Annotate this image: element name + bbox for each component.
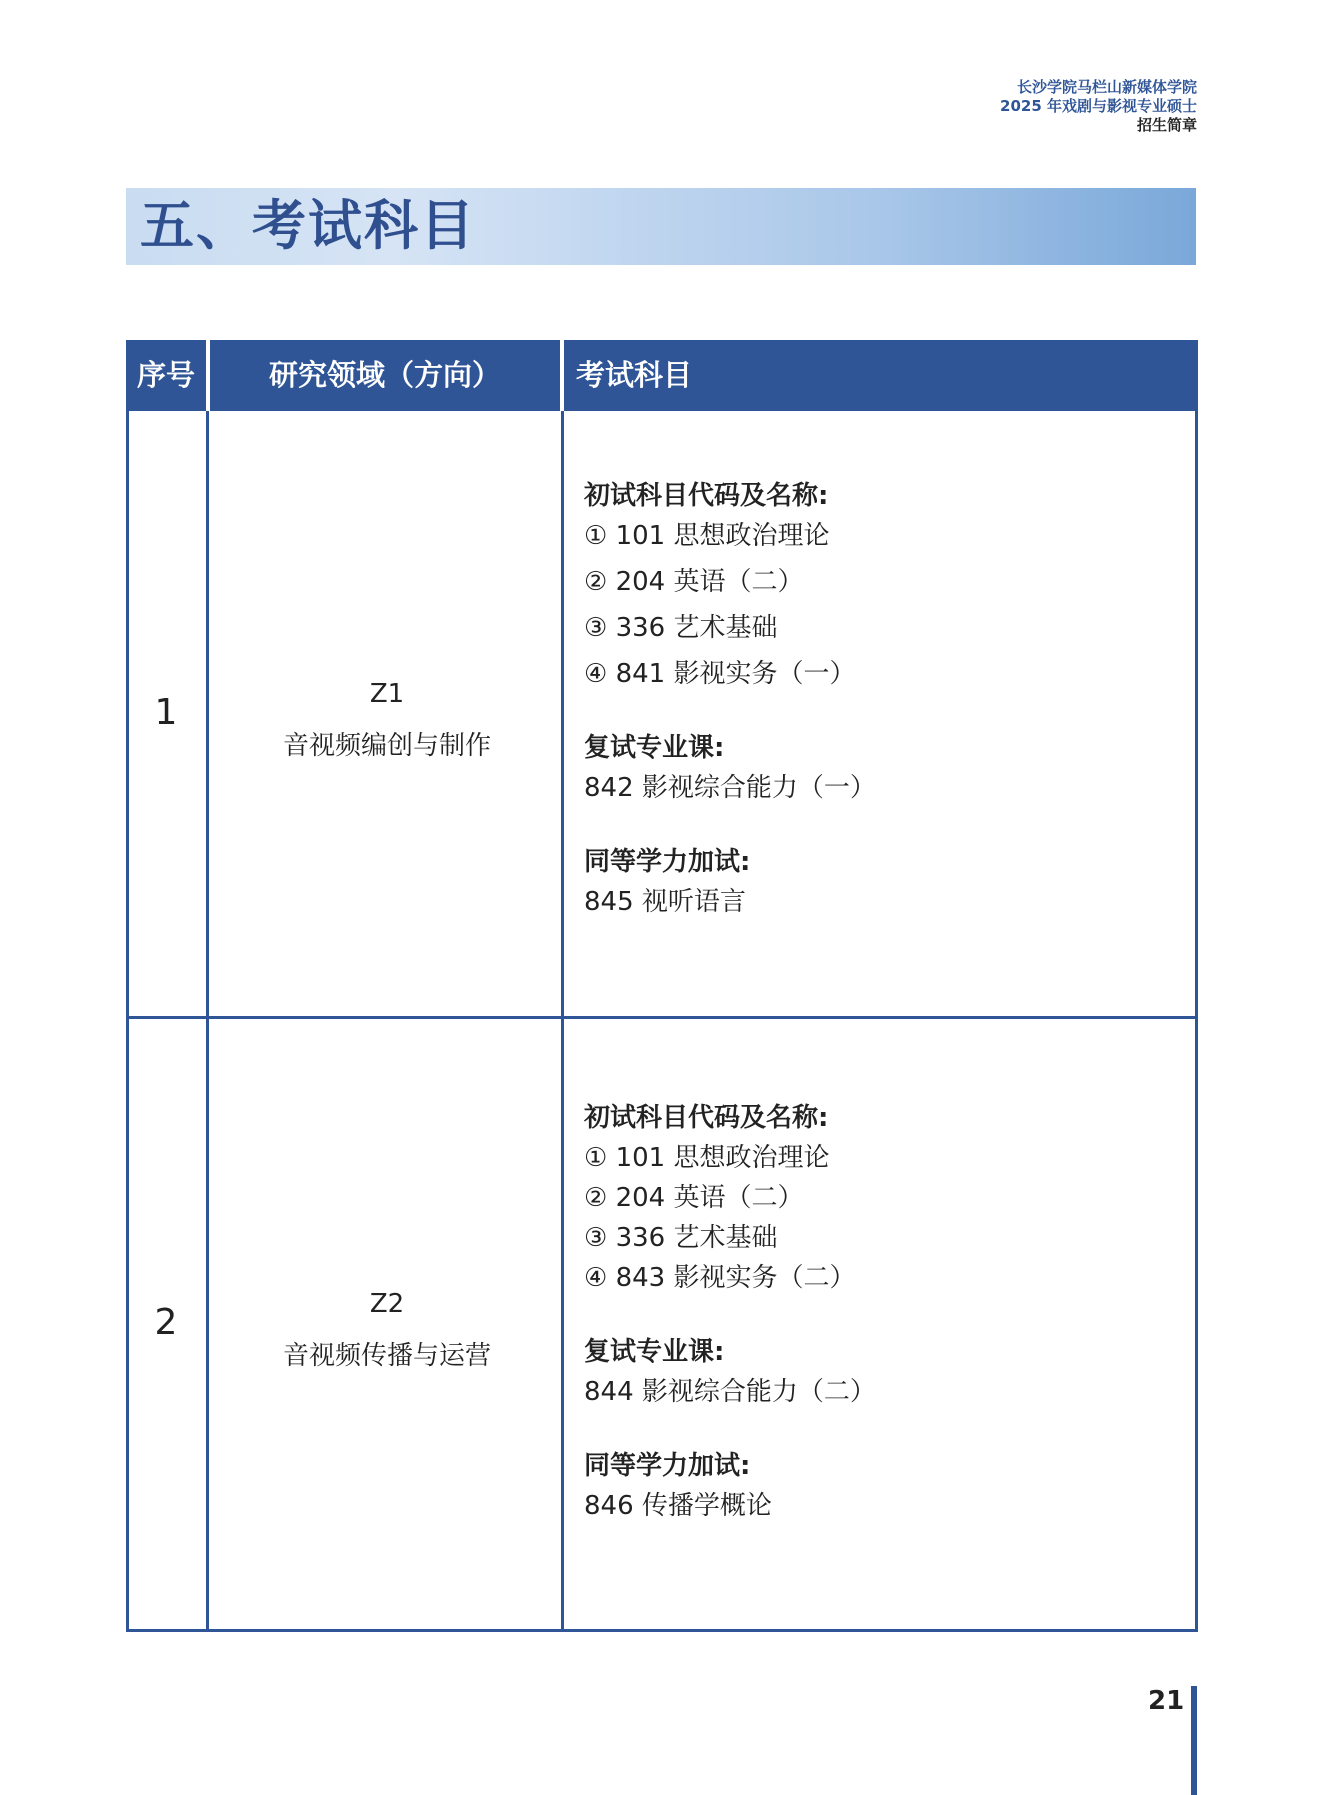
row-exam-subjects bbox=[584, 1098, 1184, 1526]
retest-heading: 复试专业课: bbox=[584, 1337, 725, 1367]
field-name: 音视频编创与制作 bbox=[282, 731, 491, 761]
prelim-heading: 初试科目代码及名称: bbox=[584, 481, 829, 511]
document-header bbox=[1000, 78, 1197, 135]
page-edge-bar bbox=[1191, 1686, 1197, 1795]
page-number: 21 bbox=[1148, 1686, 1185, 1716]
field-name: 音视频传播与运营 bbox=[282, 1341, 491, 1371]
table-header bbox=[126, 340, 1198, 411]
extra-heading: 同等学力加试: bbox=[584, 847, 751, 877]
prelim-subject: ④ 841 影视实务（一） bbox=[584, 659, 856, 689]
header-school: 长沙学院马栏山新媒体学院 bbox=[1016, 78, 1197, 96]
retest-heading: 复试专业课: bbox=[584, 733, 725, 763]
column-divider bbox=[561, 411, 564, 1632]
prelim-subject: ③ 336 艺术基础 bbox=[584, 1223, 778, 1253]
row-divider bbox=[126, 1016, 1198, 1019]
extra-heading: 同等学力加试: bbox=[584, 1451, 751, 1481]
prelim-subject: ② 204 英语（二） bbox=[584, 567, 804, 597]
retest-subject: 844 影视综合能力（二） bbox=[584, 1377, 876, 1407]
field-code: Z1 bbox=[369, 679, 405, 709]
section-title: 五、考试科目 bbox=[140, 194, 476, 257]
prelim-heading: 初试科目代码及名称: bbox=[584, 1103, 829, 1133]
prelim-subject: ① 101 思想政治理论 bbox=[584, 1143, 830, 1173]
column-header-exam: 考试科目 bbox=[576, 358, 693, 392]
extra-subject: 846 传播学概论 bbox=[584, 1491, 772, 1521]
prelim-subject: ① 101 思想政治理论 bbox=[584, 521, 830, 551]
prelim-subject: ④ 843 影视实务（二） bbox=[584, 1263, 856, 1293]
row-field bbox=[210, 668, 564, 772]
retest-subject: 842 影视综合能力（一） bbox=[584, 773, 876, 803]
prelim-subject: ② 204 英语（二） bbox=[584, 1183, 804, 1213]
exam-subjects-table bbox=[126, 340, 1198, 1632]
header-divider bbox=[560, 340, 564, 411]
row-field bbox=[210, 1278, 564, 1382]
field-code: Z2 bbox=[369, 1289, 405, 1319]
row-seq: 1 bbox=[154, 692, 178, 733]
header-program: 2025 年戏剧与影视专业硕士 bbox=[1000, 97, 1197, 115]
extra-subject: 845 视听语言 bbox=[584, 887, 746, 917]
column-header-field: 研究领域（方向） bbox=[268, 358, 501, 392]
row-seq: 2 bbox=[154, 1302, 178, 1343]
column-header-seq: 序号 bbox=[136, 358, 195, 392]
section-banner bbox=[126, 188, 1196, 265]
header-brochure: 招生简章 bbox=[1136, 116, 1197, 134]
row-exam-subjects bbox=[584, 476, 1184, 922]
column-divider bbox=[206, 411, 209, 1632]
prelim-subject: ③ 336 艺术基础 bbox=[584, 613, 778, 643]
